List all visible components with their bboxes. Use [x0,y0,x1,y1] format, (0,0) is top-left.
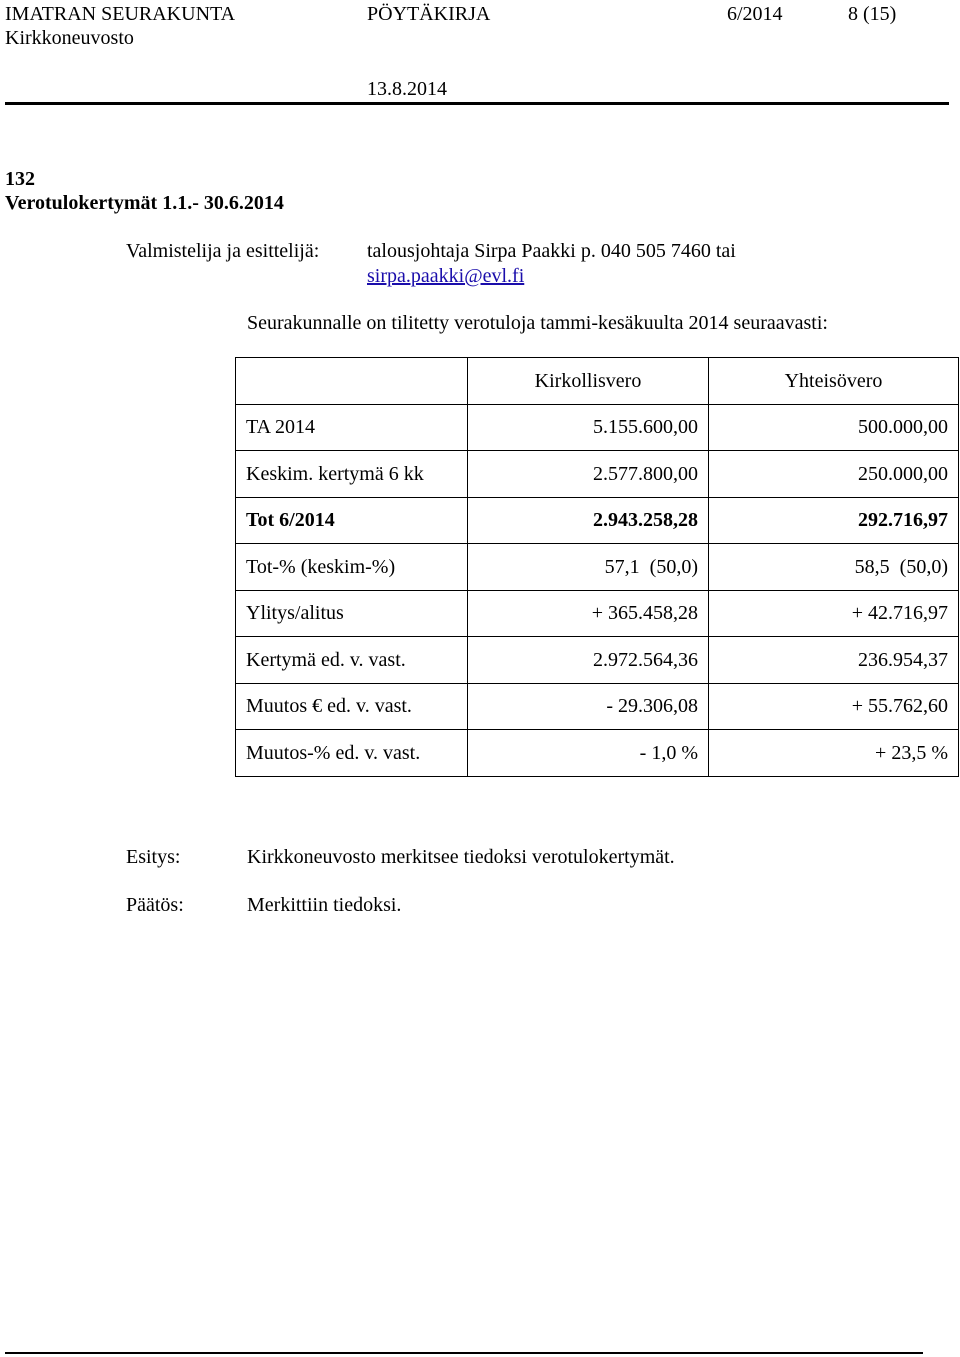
church-tax-value: 2.943.258,28 [468,497,709,544]
proposal-text: Kirkkoneuvosto merkitsee tiedoksi verotulokertymät. [247,846,675,868]
community-tax-percent: 58,5 [854,555,890,578]
row-label: Muutos-% ed. v. vast. [236,730,468,777]
table-row [236,637,959,684]
section-title: Verotulokertymät 1.1.- 30.6.2014 [5,192,284,214]
proposal-label: Esitys: [126,846,181,868]
row-label: Muutos € ed. v. vast. [236,683,468,730]
community-tax-value: 236.954,37 [709,637,959,684]
community-tax-value: + 42.716,97 [709,590,959,637]
table-row [236,404,959,451]
row-label: Ylitys/alitus [236,590,468,637]
community-tax-value: + 23,5 % [709,730,959,777]
row-label: Keskim. kertymä 6 kk [236,451,468,498]
table-header-row [236,358,959,405]
table-header-cell: Yhteisövero [709,358,959,405]
church-tax-value: - 1,0 % [468,730,709,777]
church-tax-value: + 365.458,28 [468,590,709,637]
community-tax-average-percent: (50,0) [899,555,948,578]
table-row [236,590,959,637]
community-tax-value: 292.716,97 [709,497,959,544]
table-header-cell: Kirkollisvero [468,358,709,405]
page-number: 8 (15) [848,3,897,25]
table-row [236,730,959,777]
community-tax-percent-cell [709,544,959,591]
table-row [236,497,959,544]
church-tax-value: 2.577.800,00 [468,451,709,498]
row-label: Tot 6/2014 [236,497,468,544]
header-divider [5,102,949,105]
document-number: 6/2014 [727,3,783,25]
church-tax-value: - 29.306,08 [468,683,709,730]
decision-text: Merkittiin tiedoksi. [247,894,402,916]
preparer-email-link[interactable]: sirpa.paakki@evl.fi [367,265,525,287]
decision-label: Päätös: [126,894,184,916]
preparer-value: talousjohtaja Sirpa Paakki p. 040 505 7460 tai [367,240,736,262]
organization-name: IMATRAN SEURAKUNTA [5,3,236,25]
table-row [236,544,959,591]
footer-divider [5,1352,923,1354]
document-type: PÖYTÄKIRJA [367,3,491,25]
row-label: Kertymä ed. v. vast. [236,637,468,684]
community-tax-value: + 55.762,60 [709,683,959,730]
table-header-cell [236,358,468,405]
church-tax-average-percent: (50,0) [649,555,698,578]
meeting-body: Kirkkoneuvosto [5,27,134,49]
section-number: 132 [5,168,35,190]
row-label: Tot-% (keskim-%) [236,544,468,591]
row-label: TA 2014 [236,404,468,451]
meeting-date: 13.8.2014 [367,78,447,100]
community-tax-value: 250.000,00 [709,451,959,498]
church-tax-value: 5.155.600,00 [468,404,709,451]
community-tax-value: 500.000,00 [709,404,959,451]
tax-revenue-table [235,357,959,777]
intro-text: Seurakunnalle on tilitetty verotuloja tammi-kesäkuulta 2014 seuraavasti: [247,312,828,334]
church-tax-percent-cell [468,544,709,591]
preparer-label: Valmistelija ja esittelijä: [126,240,320,262]
church-tax-value: 2.972.564,36 [468,637,709,684]
table-row [236,683,959,730]
church-tax-percent: 57,1 [604,555,640,578]
table-row [236,451,959,498]
